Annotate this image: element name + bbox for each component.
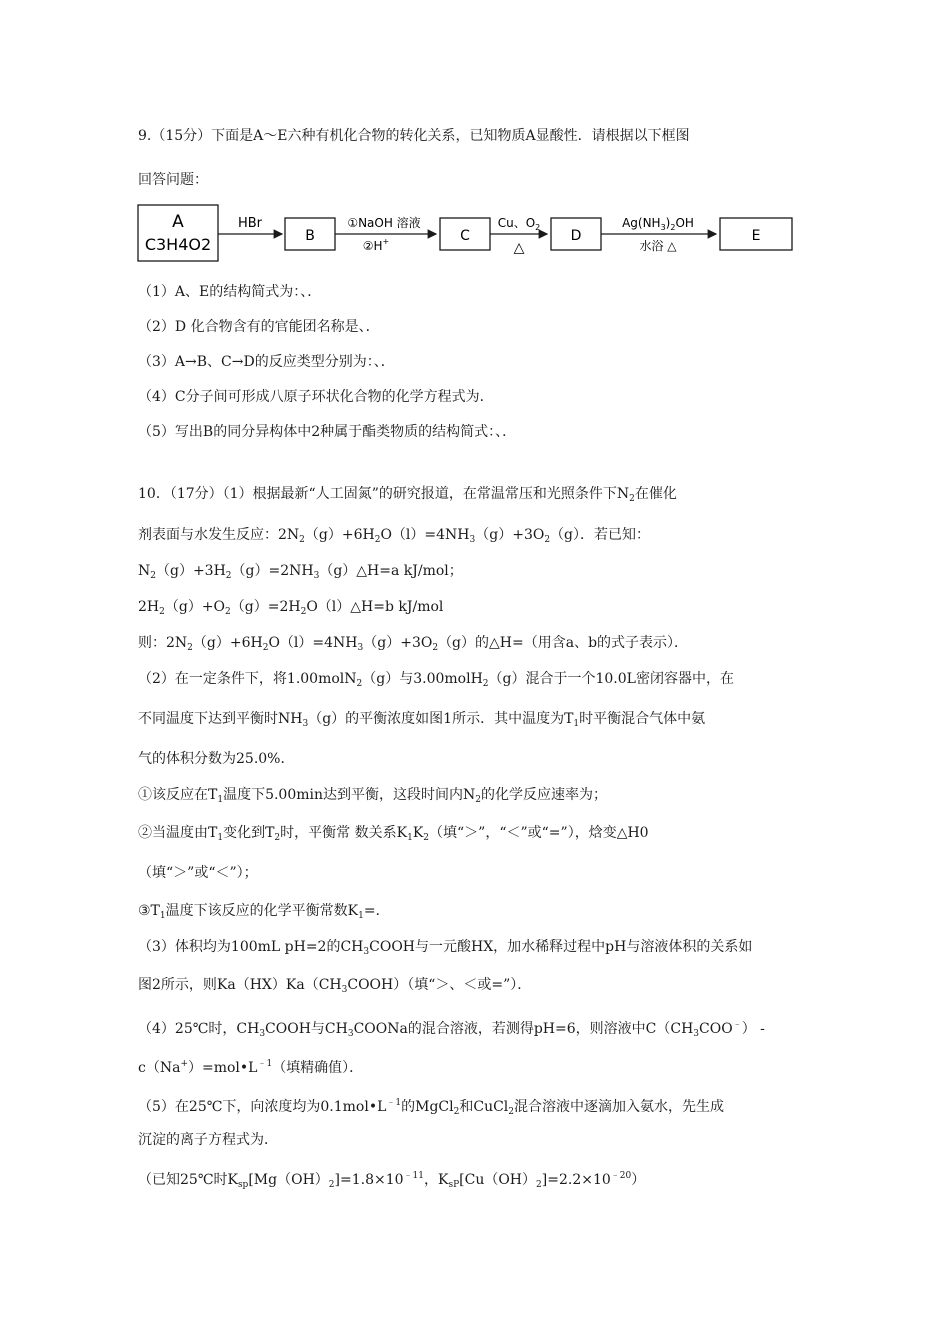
box-d-label: D xyxy=(570,228,582,244)
arrow-c-to-d-heat: △ xyxy=(513,240,525,256)
q10-line-16: $c(Na^+)=mol•L^{﹣1}$（填精确值）． xyxy=(138,1059,364,1076)
arrow-d-to-e-reagent: $Ag(NH_3)_2OH$ xyxy=(622,216,694,232)
q10-line-2: 剂表面与水发生反应：$2N_2(g)+6H_2O(l)=4NH_3(g)+3O_2(g)$．若已知： xyxy=(138,527,651,545)
box-a-formula: C3H4O2 xyxy=(144,235,212,254)
q10-line-6: （2）在一定条件下，将1.00molN$_2$（g）与3.00molH$_2$（g）混合于一个10.0L密闭容器中，在 xyxy=(138,671,734,689)
q9-item-4: （4）C分子间可形成八原子环状化合物的化学方程式为． xyxy=(138,389,494,405)
box-b-label: B xyxy=(305,228,315,244)
arrow-b-to-c-reagent-2: ②H+ xyxy=(362,237,390,253)
box-e-label: E xyxy=(751,228,761,244)
q10-line-17: （5）在25℃下，向浓度均为$0.1mol•L^{﹣1}$的MgCl$_2$和CuCl$_2$混合溶液中逐滴加入氨水，先生成 xyxy=(138,1098,725,1117)
q10-line-1: 10．（17分）（1）根据最新“人工固氮”的研究报道，在常温常压和光照条件下$N_2$在催化 xyxy=(138,486,677,504)
q9-line-1: 9.（15分）下面是A～E六种有机化合物的转化关系，已知物质A显酸性．请根据以下框图 xyxy=(138,128,690,144)
q9-item-5: （5）写出B的同分异构体中2种属于酯类物质的结构简式：、． xyxy=(138,424,517,440)
q10-line-12: $③T_1$温度下该反应的化学平衡常数$K_1=$. xyxy=(138,903,381,921)
arrow-d-to-e-condition: 水浴 △ xyxy=(639,239,677,253)
q10-line-5: 则：$2N_2(g)+6H_2O(l)=4NH_3(g)+3O_2(g)$的△H=（用含a、b的式子表示）． xyxy=(138,635,689,653)
q10-line-4: $2H_2(g)+O_2(g)=2H_2O(l)\triangle H=b$ kJ/mol xyxy=(138,599,444,617)
q10-line-10: ②当温度由$T_1$变化到$T_2$时，平衡常 数关系$K_1K_2$（填“＞”，“＜”或“=”），焓变△H0 xyxy=(138,825,649,843)
arrow-a-to-b-reagent: HBr xyxy=(237,216,263,231)
q10-line-13: （3）体积均为100mL pH=2的$CH_3COOH$与一元酸HX，加水稀释过程中pH与溶液体积的关系如 xyxy=(138,939,753,957)
q10-line-3: $N_2(g)+3H_2(g)=2NH_3(g)\triangle H=a$ kJ/mol； xyxy=(138,563,463,581)
q9-item-3: （3）A→B、C→D的反应类型分别为：、． xyxy=(138,354,395,370)
q10-line-15: （4）25℃时，$CH_3COOH$与$CH_3COONa$的混合溶液，若测得pH=6，则溶液中$C(CH_3COO^﹣)$ - xyxy=(138,1020,765,1039)
q9-item-1: （1）A、E的结构简式为：、． xyxy=(138,284,322,300)
q10-line-8: 气的体积分数为25.0%． xyxy=(138,751,295,767)
q10-line-14: 图2所示，则$Ka(HX)Ka(CH_3COOH)$（填“＞、＜或=”）． xyxy=(138,977,532,995)
q9-item-2: （2）D 化合物含有的官能团名称是、． xyxy=(138,319,380,335)
box-a-label: A xyxy=(172,212,184,232)
q9-line-2: 回答问题： xyxy=(138,172,208,188)
q10-line-11: （填“＞”或“＜”）； xyxy=(138,865,258,881)
reaction-flow-diagram xyxy=(136,200,826,266)
arrow-c-to-d-reagent: Cu、$O_2$ xyxy=(497,216,541,232)
q10-line-7: 不同温度下达到平衡时$NH_3(g)$的平衡浓度如图1所示．其中温度为$T_1$时平衡混合气体中氨 xyxy=(138,711,706,729)
q10-line-18: 沉淀的离子方程式为． xyxy=(138,1132,278,1148)
q10-line-9: ①该反应在$T_1$温度下5.00min达到平衡，这段时间内$N_2$的化学反应速率为； xyxy=(138,787,608,805)
arrow-b-to-c-reagent-1: ①NaOH 溶液 xyxy=(347,216,421,230)
q10-line-19: （已知25℃时$K_{sp}[Mg(OH)_2]=1.8\times 10^{﹣11}$，$K_{sP}[Cu(OH)_2]=2.2\times 10^{﹣20}$） xyxy=(138,1171,646,1190)
box-c-label: C xyxy=(460,228,470,244)
